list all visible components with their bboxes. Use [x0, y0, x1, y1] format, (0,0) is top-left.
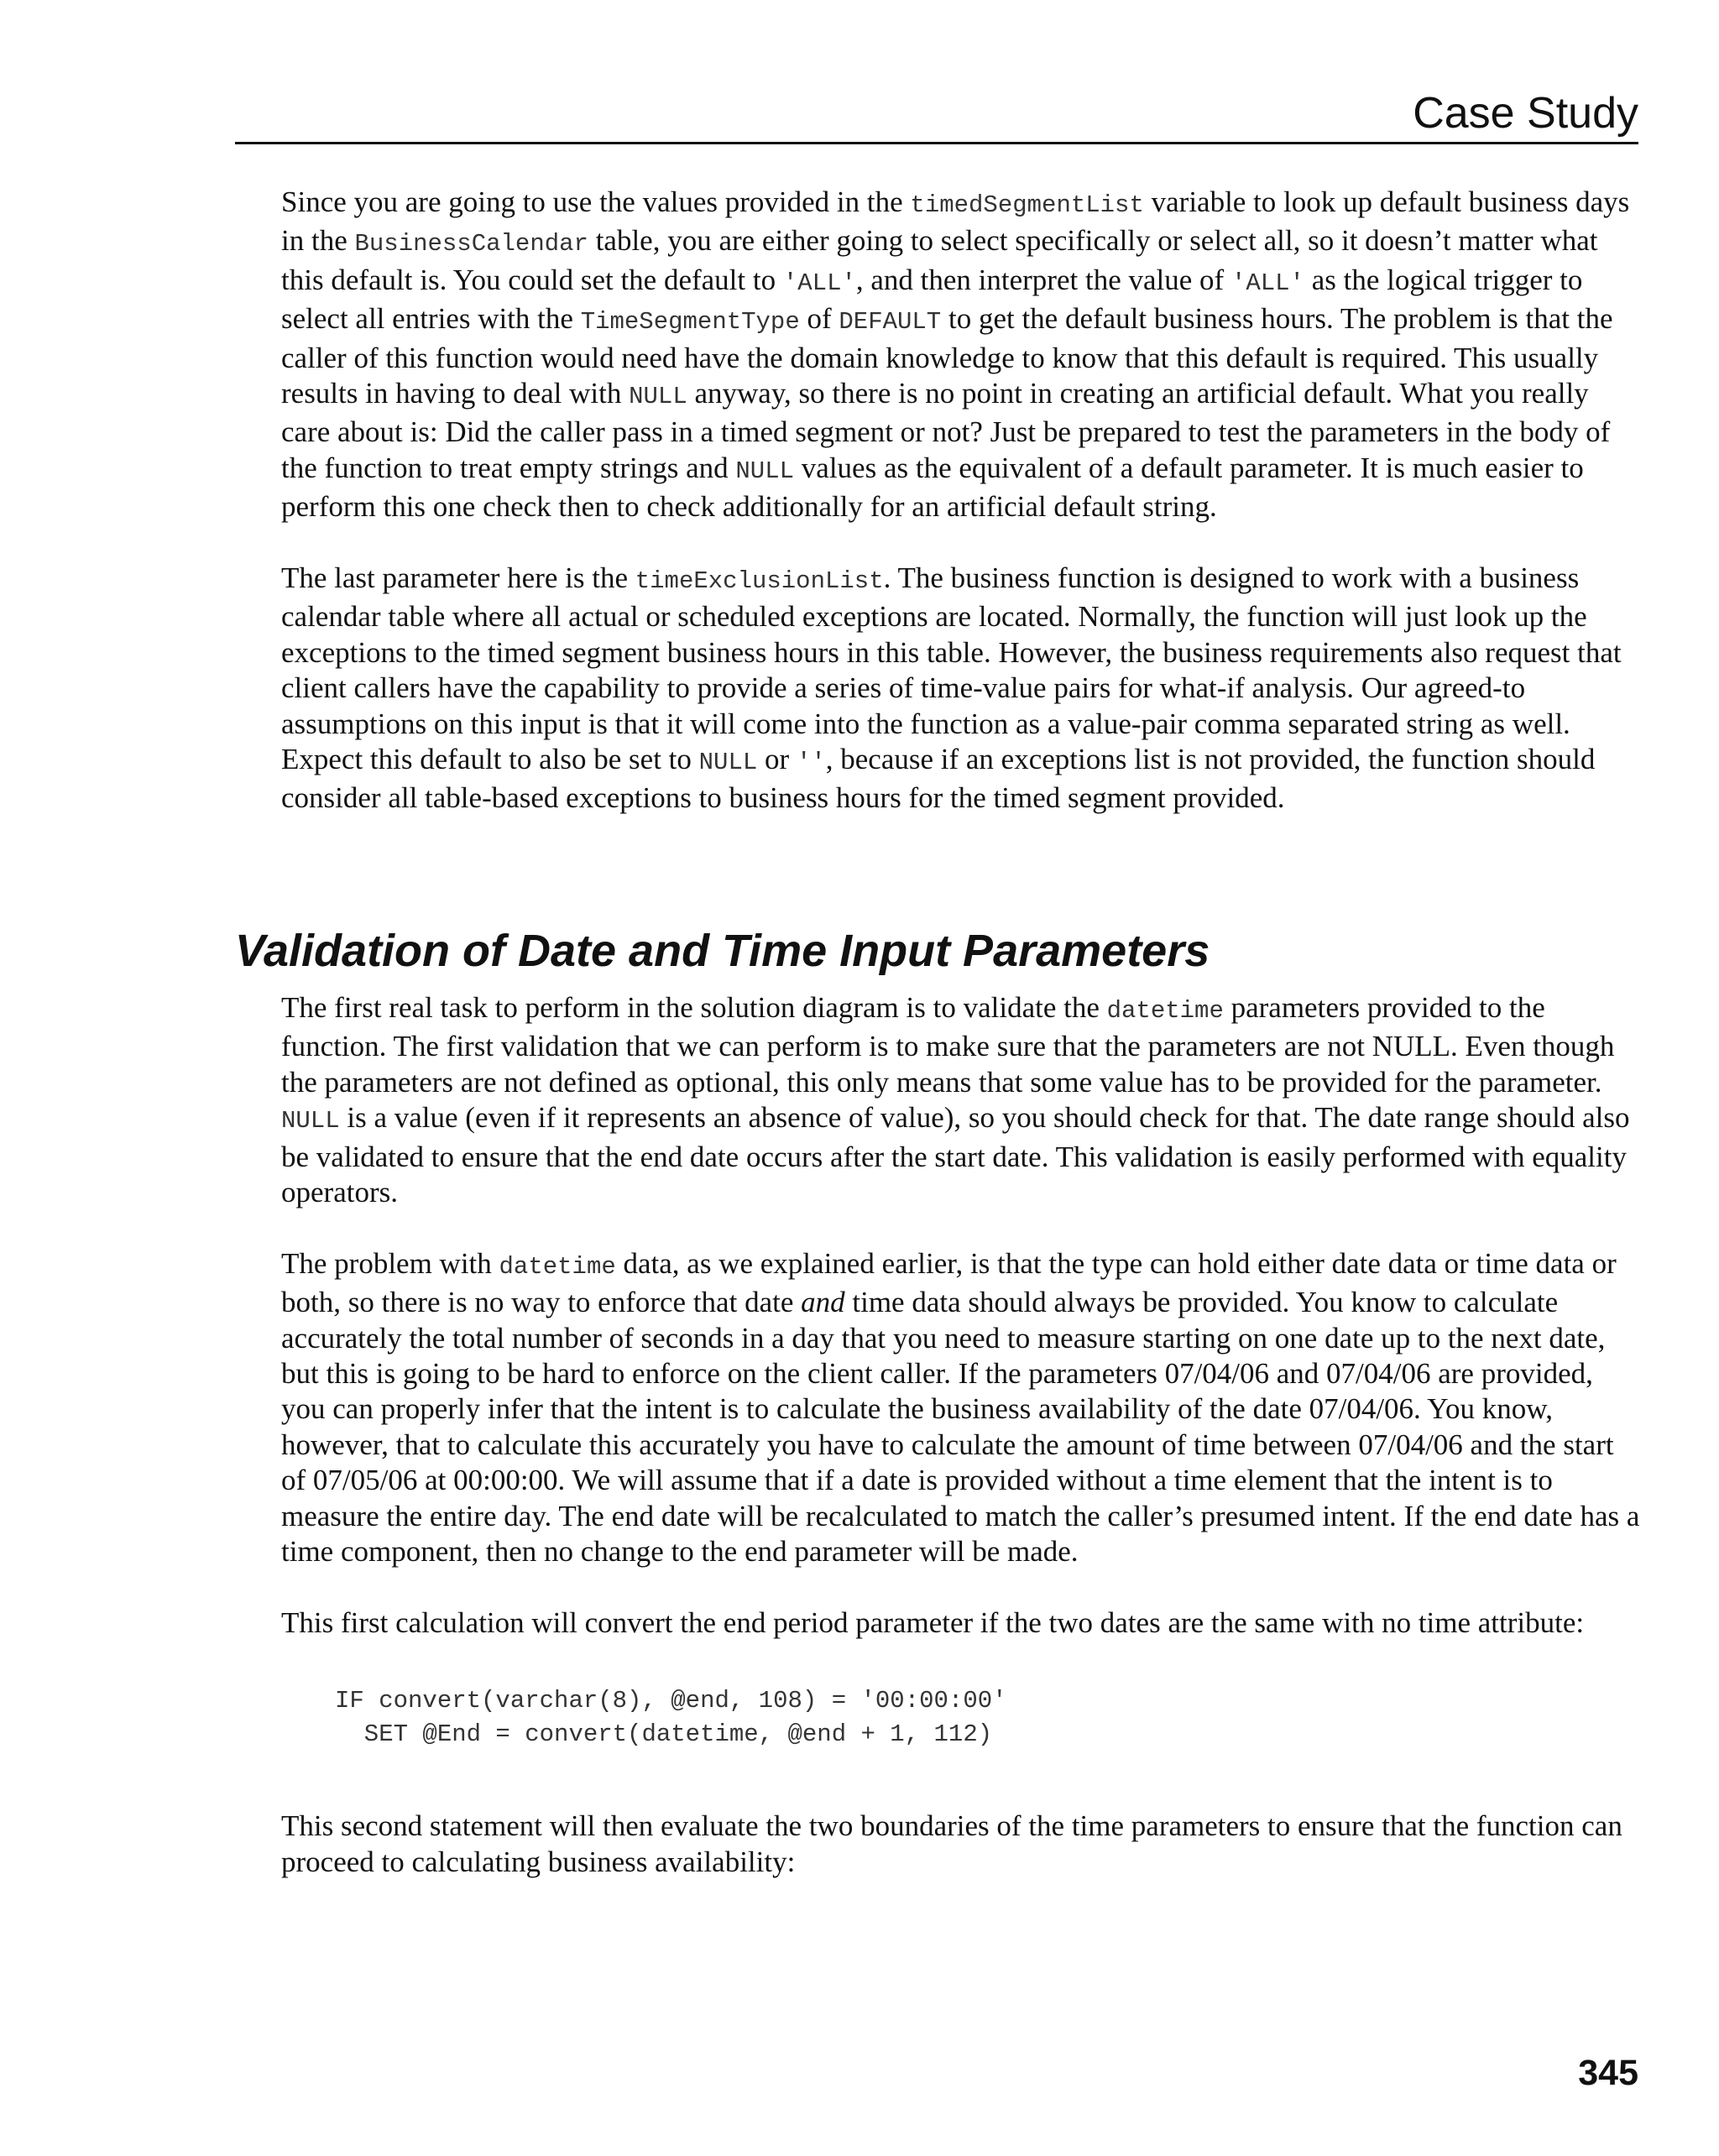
paragraph-time-exclusion-list: The last parameter here is the timeExclusionList. The business function is designed to work with a business calendar table where all actual or scheduled exceptions are located. Normally, the function will just look up the exceptions to the timed segment business hours in this table. However, the business requirements also request that client callers have the capability to provide a series of time-value pairs for what-if analysis. Our agreed-to assumptions on this input is that it will come into the function as a value-pair comma separated string as well. Expect this default to also be set to NULL or '', because if an exceptions list is not provided, the function should consider all table-based exceptions to business hours for the timed segment provided. [281, 561, 1622, 815]
paragraph-validation-intro: The first real task to perform in the solution diagram is to validate the datetime parameters provided to the function. The first validation that we can perform is to make sure that the parameters are not NULL. Even though the parameters are not defined as optional, this only means that some value has to be provided for the parameter. NULL is a value (even if it represents an absence of value), so you should check for that. The date range should also be validated to ensure that the end date occurs after the start date. This validation is easily performed with equality operators. [281, 991, 1630, 1209]
paragraph-first-calculation: This first calculation will convert the end period parameter if the two dates are the same with no time attribute: [281, 1605, 1585, 1639]
inline-code: '' [796, 749, 826, 777]
body-top [281, 185, 1641, 817]
paragraph-gap [281, 525, 1641, 561]
emphasis: and [801, 1286, 845, 1319]
section-heading: Validation of Date and Time Input Parameters [235, 926, 1210, 976]
code-block [335, 1684, 1641, 1751]
inline-code: NULL [735, 457, 795, 485]
paragraph-datetime-problem: The problem with datetime data, as we explained earlier, is that the type can hold either date data or time data or both, so there is no way to enforce that date and time data should always be provided. You know to calculate accurately the total number of seconds in a day that you need to measure starting on one date up to the next date, but this is going to be hard to enforce on the client caller. If the parameters 07/04/06 and 07/04/06 are provided, you can properly infer that the intent is to calculate the business availability of the date 07/04/06. You know, however, that to calculate this accurately you have to calculate the amount of time between 07/04/06 and the start of 07/05/06 at 00:00:00. We will assume that if a date is provided without a time element that the intent is to measure the entire day. The end date will be recalculated to match the caller’s presumed intent. If the end date has a time component, then no change to the end parameter will be made. [281, 1246, 1640, 1569]
inline-code: NULL [698, 749, 758, 777]
inline-code: timedSegmentList [910, 191, 1144, 219]
paragraph-timed-segment-default: Since you are going to use the values provided in the timedSegmentList variable to look up default business days in the BusinessCalendar table, you are either going to select specifically or select all, so it doesn’t matter what this default is. You could set the default to 'ALL', and then interpret the value of 'ALL' as the logical trigger to select all entries with the TimeSegmentType of DEFAULT to get the default business hours. The problem is that the caller of this function would need have the domain knowledge to know that this default is required. This usually results in having to deal with NULL anyway, so there is no point in creating an artificial default. What you really care about is: Did the caller pass in a timed segment or not? Just be prepared to test the parameters in the body of the function to treat empty strings and NULL values as the equivalent of a default parameter. It is much easier to perform this one check then to check additionally for an artificial default string. [281, 185, 1630, 524]
inline-code: datetime [1106, 997, 1224, 1025]
inline-code: NULL [281, 1107, 340, 1135]
inline-code: timeExclusionList [635, 567, 884, 596]
inline-code: datetime [499, 1252, 616, 1281]
page-number: 345 [1578, 2053, 1638, 2093]
code-line: IF convert(varchar(8), @end, 108) = '00:00:00' [335, 1687, 1007, 1715]
code-line: SET @End = convert(datetime, @end + 1, 112) [335, 1720, 993, 1749]
inline-code: BusinessCalendar [354, 230, 588, 258]
body-section [281, 990, 1641, 1880]
paragraph-gap [281, 1569, 1641, 1605]
inline-code: TimeSegmentType [580, 308, 800, 337]
inline-code: 'ALL' [1230, 269, 1304, 297]
inline-code: 'ALL' [782, 269, 856, 297]
header-rule [235, 142, 1638, 144]
paragraph-gap [281, 1210, 1641, 1245]
inline-code: NULL [629, 383, 687, 411]
paragraph-second-statement: This second statement will then evaluate the two boundaries of the time parameters to ensure that the function can proceed to calculating business availability: [281, 1809, 1622, 1878]
inline-code: DEFAULT [839, 308, 942, 337]
running-header: Case Study [1413, 89, 1638, 138]
